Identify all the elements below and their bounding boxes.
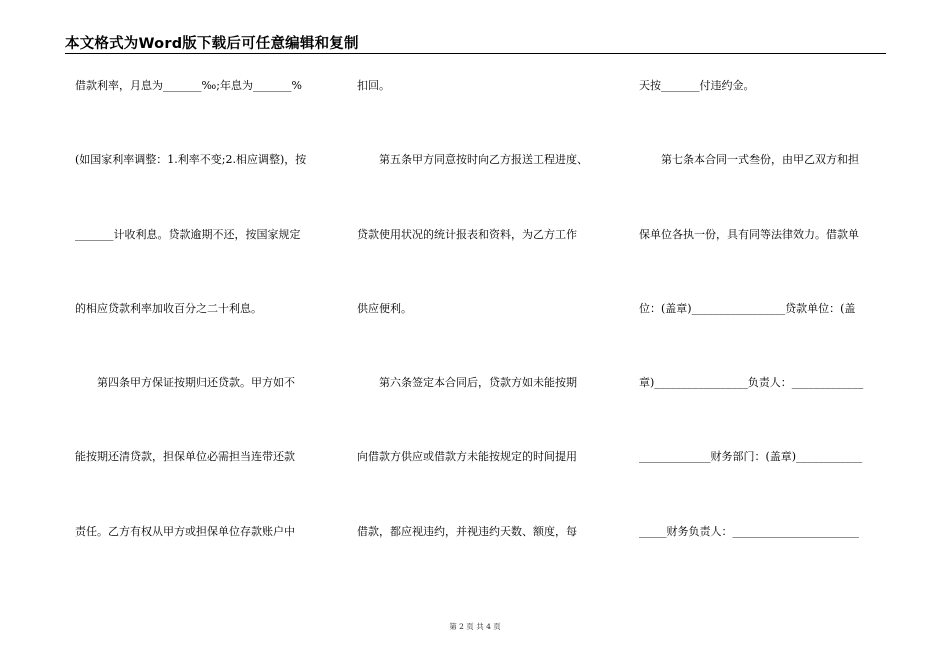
text-column-1 <box>75 72 331 592</box>
text-line: 章)_________________负责人：_____________ <box>639 376 864 390</box>
text-line: 第七条本合同一式叁份，由甲乙双方和担 <box>639 153 859 167</box>
page-number-footer: 第 2 页 共 4 页 <box>449 622 501 631</box>
text-line: 借款利率，月息为_______‰;年息为_______% <box>75 79 302 92</box>
text-line: 能按期还清贷款，担保单位必需担当连带还款 <box>75 450 295 464</box>
text-line: 责任。乙方有权从甲方或担保单位存款账户中 <box>75 524 295 538</box>
text-line: 向借款方供应或借款方未能按规定的时间提用 <box>357 450 577 464</box>
text-line: 保单位各执一份，具有同等法律效力。借款单 <box>639 227 859 241</box>
text-line: 借款，都应视违约，并视违约天数、额度，每 <box>357 524 577 538</box>
text-line: (如国家利率调整：1.利率不变;2.相应调整)，按 <box>75 153 307 167</box>
text-line: _____________财务部门：(盖章)____________ <box>639 450 863 464</box>
text-line: _______计收利息。贷款逾期不还，按国家规定 <box>75 227 301 241</box>
text-line: 位：(盖章)_________________贷款单位：(盖 <box>639 301 856 315</box>
text-line: 第五条甲方同意按时向乙方报送工程进度、 <box>357 153 588 167</box>
text-line: 的相应贷款利率加收百分之二十利息。 <box>75 301 262 315</box>
text-line: _____财务负责人：_______________________ <box>639 524 859 538</box>
text-line: 贷款使用状况的统计报表和资料，为乙方工作 <box>357 227 577 241</box>
text-line: 第六条签定本合同后，贷款方如未能按期 <box>357 376 577 390</box>
document-header-title: 本文格式为Word版下载后可任意编辑和复制 <box>65 36 359 52</box>
text-column-3 <box>639 72 895 592</box>
text-line: 第四条甲方保证按期归还贷款。甲方如不 <box>75 376 295 390</box>
header-divider <box>65 53 886 54</box>
text-line: 扣回。 <box>357 79 390 92</box>
text-column-2 <box>357 72 613 592</box>
text-line: 天按_______付违约金。 <box>639 79 755 92</box>
text-line: 供应便利。 <box>357 301 412 315</box>
